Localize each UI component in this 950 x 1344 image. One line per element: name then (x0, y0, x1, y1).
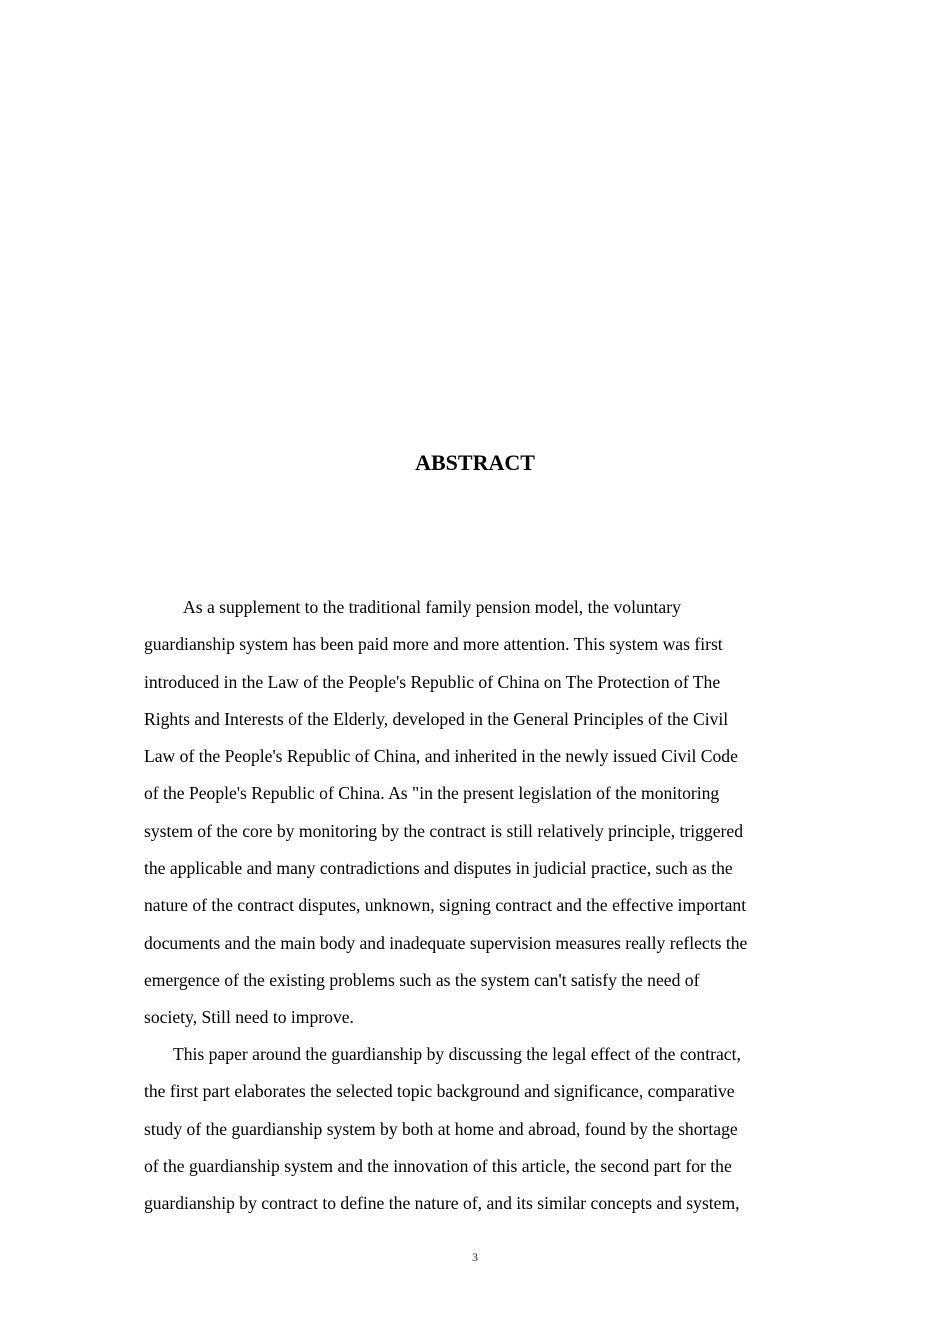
paragraph-line: the first part elaborates the selected topic background and significance, comparative (144, 1081, 735, 1102)
abstract-paragraph-1 (144, 589, 806, 1037)
abstract-title: ABSTRACT (415, 450, 535, 475)
paragraph-line: guardianship by contract to define the nature of, and its similar concepts and system, (144, 1193, 740, 1214)
paragraph-line: emergence of the existing problems such as the system can't satisfy the need of (144, 969, 700, 990)
page-number: 3 (472, 1250, 478, 1264)
paragraph-line: study of the guardianship system by both at home and abroad, found by the shortage (144, 1118, 738, 1139)
paragraph-line: documents and the main body and inadequate supervision measures really reflects the (144, 932, 748, 953)
paragraph-line: As a supplement to the traditional family pension model, the voluntary (183, 597, 681, 617)
paragraph-line: This paper around the guardianship by discussing the legal effect of the contract, (173, 1044, 741, 1064)
paragraph-line: of the People's Republic of China. As "in the present legislation of the monitoring (144, 783, 720, 804)
paragraph-line: system of the core by monitoring by the contract is still relatively principle, triggered (144, 820, 744, 841)
paragraph-line: of the guardianship system and the innovation of this article, the second part for the (144, 1155, 732, 1176)
paragraph-line: Law of the People's Republic of China, and inherited in the newly issued Civil Code (144, 746, 738, 767)
paragraph-line: nature of the contract disputes, unknown, signing contract and the effective important (144, 895, 747, 916)
paragraph-line: the applicable and many contradictions and disputes in judicial practice, such as the (144, 858, 733, 879)
paragraph-line: society, Still need to improve. (144, 1007, 354, 1028)
abstract-paragraph-2 (144, 1036, 806, 1222)
paragraph-line: Rights and Interests of the Elderly, developed in the General Principles of the Civil (144, 708, 729, 729)
paragraph-line: introduced in the Law of the People's Republic of China on The Protection of The (144, 671, 721, 692)
paragraph-line: guardianship system has been paid more and more attention. This system was first (144, 634, 723, 655)
